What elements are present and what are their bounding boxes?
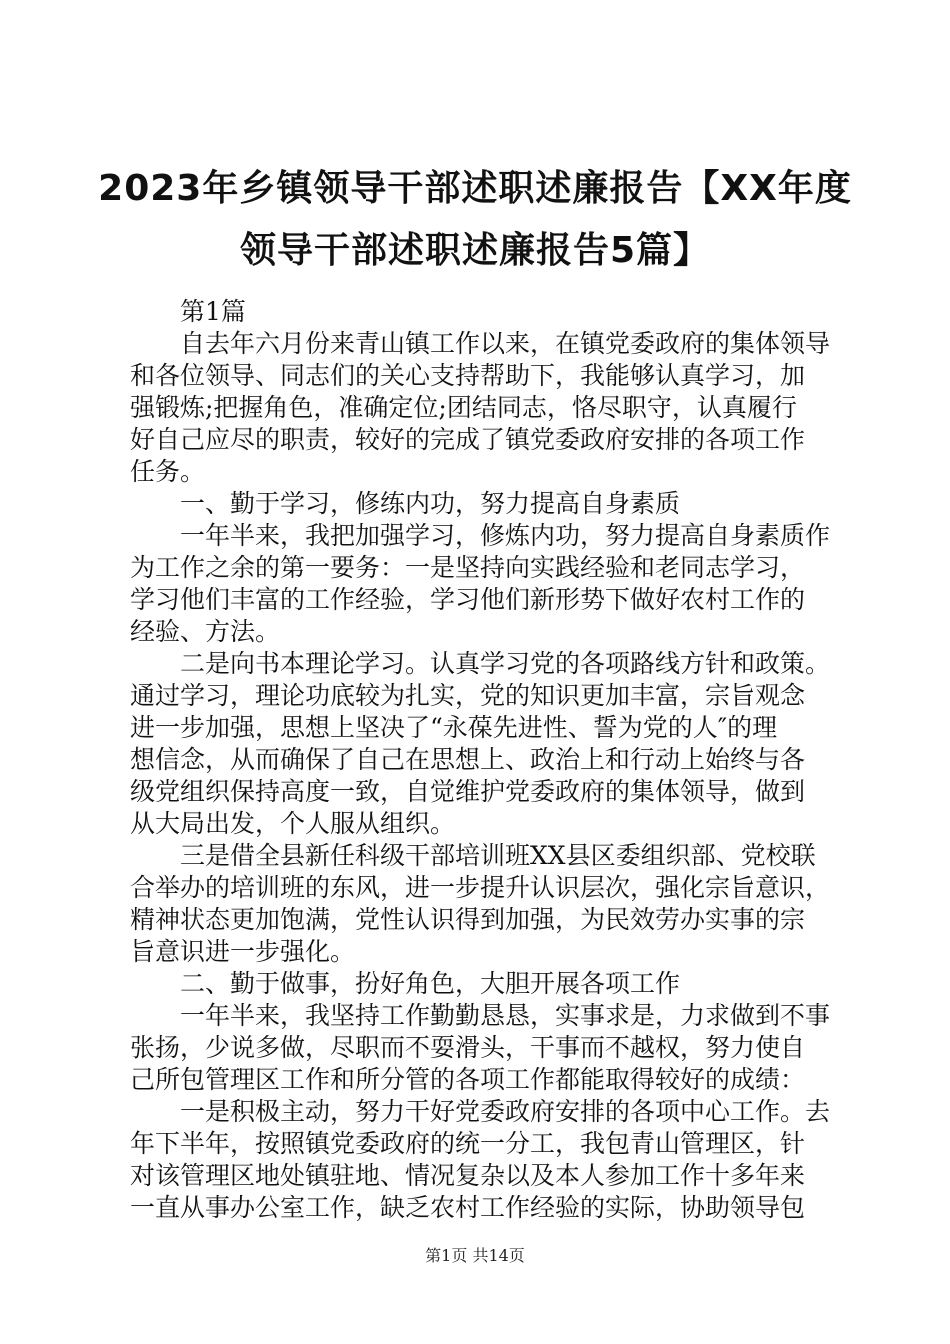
text-line: 自去年六月份来青山镇工作以来，在镇党委政府的集体领导 — [180, 329, 831, 358]
text-line: 和各位领导、同志们的关心支持帮助下，我能够认真学习，加 — [130, 361, 806, 390]
text-line: 进一步加强，思想上坚决了“永葆先进性、誓为党的人″的理 — [130, 713, 778, 742]
text-line: 好自己应尽的职责，较好的完成了镇党委政府安排的各项工作 — [130, 425, 806, 454]
text-line: 强锻炼;把握角色，准确定位;团结同志，恪尽职守，认真履行 — [130, 393, 797, 422]
page-footer: 第1页 共14页 — [425, 1246, 525, 1265]
text-line: 第1篇 — [180, 297, 246, 326]
text-line: 级党组织保持高度一致，自觉维护党委政府的集体领导，做到 — [130, 777, 806, 806]
document-title-line-1: 2023年乡镇领导干部述职述廉报告【XX年度 — [98, 168, 852, 209]
text-line: 二、勤于做事，扮好角色，大胆开展各项工作 — [180, 969, 681, 998]
text-line: 精神状态更加饱满，党性认识得到加强，为民效劳办实事的宗 — [130, 905, 806, 934]
text-line: 对该管理区地处镇驻地、情况复杂以及本人参加工作十多年来 — [130, 1161, 806, 1190]
text-line: 合举办的培训班的东风，进一步提升认识层次，强化宗旨意识， — [130, 873, 831, 902]
document-body — [130, 296, 831, 1224]
text-line: 己所包管理区工作和所分管的各项工作都能取得较好的成绩： — [130, 1065, 806, 1094]
text-line: 为工作之余的第一要务：一是坚持向实践经验和老同志学习， — [130, 553, 806, 582]
text-line: 二是向书本理论学习。认真学习党的各项路线方针和政策。 — [180, 649, 831, 678]
text-line: 张扬，少说多做，尽职而不耍滑头，干事而不越权，努力使自 — [130, 1033, 806, 1062]
text-line: 一是积极主动，努力干好党委政府安排的各项中心工作。去 — [180, 1097, 831, 1126]
text-line: 学习他们丰富的工作经验，学习他们新形势下做好农村工作的 — [130, 585, 806, 614]
text-line: 一直从事办公室工作，缺乏农村工作经验的实际，协助领导包 — [130, 1193, 806, 1222]
text-line: 从大局出发，个人服从组织。 — [130, 809, 456, 838]
text-line: 想信念，从而确保了自己在思想上、政治上和行动上始终与各 — [130, 745, 806, 774]
text-line: 一、勤于学习，修练内功，努力提高自身素质 — [180, 489, 681, 518]
text-line: 一年半来，我把加强学习，修炼内功，努力提高自身素质作 — [180, 521, 831, 550]
text-line: 年下半年，按照镇党委政府的统一分工，我包青山管理区，针 — [130, 1129, 806, 1158]
text-line: 经验、方法。 — [130, 617, 281, 646]
text-line: 旨意识进一步强化。 — [130, 937, 356, 966]
text-line: 一年半来，我坚持工作勤勤恳恳，实事求是，力求做到不事 — [180, 1001, 831, 1030]
text-line: 通过学习，理论功底较为扎实，党的知识更加丰富，宗旨观念 — [130, 681, 806, 710]
document-title-line-2: 领导干部述职述廉报告5篇】 — [239, 230, 711, 271]
text-line: 三是借全县新任科级干部培训班XX县区委组织部、党校联 — [180, 841, 816, 870]
text-line: 任务。 — [130, 457, 206, 486]
